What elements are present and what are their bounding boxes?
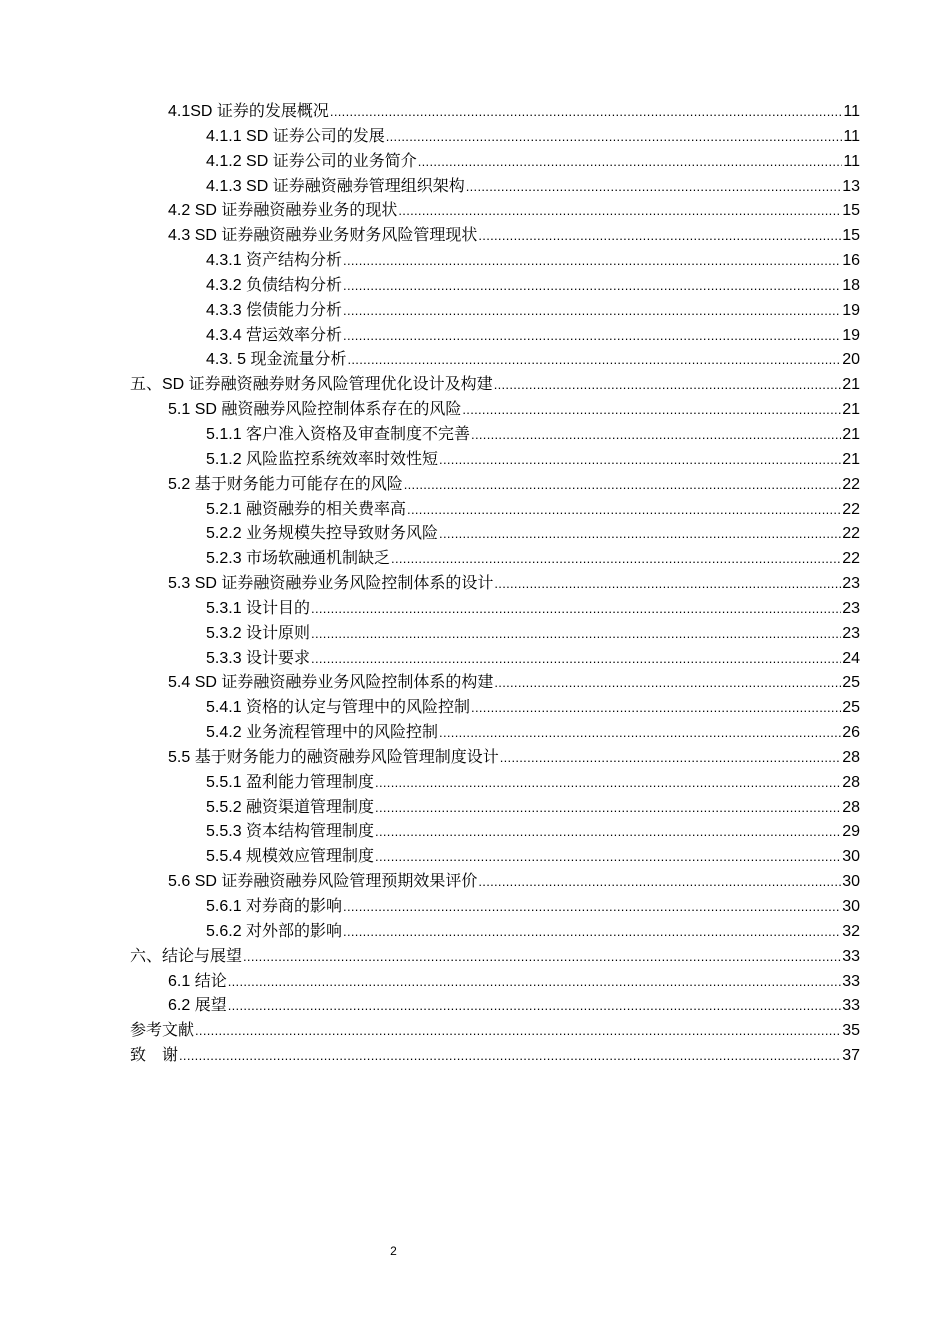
toc-entry[interactable] [130, 945, 860, 970]
toc-entry[interactable] [130, 845, 860, 870]
toc-dot-leader [375, 796, 841, 821]
toc-dot-leader [195, 1019, 841, 1044]
toc-entry-title: 六、结论与展望 [130, 947, 243, 965]
toc-entry-title: 5.1.1 客户准入资格及审查制度不完善 [206, 425, 471, 443]
toc-entry[interactable] [130, 994, 860, 1019]
toc-dot-leader [398, 199, 841, 224]
toc-entry[interactable] [130, 224, 860, 249]
toc-entry-title: 4.1SD 证券的发展概况 [168, 103, 329, 120]
toc-entry-title: 5.5.4 规模效应管理制度 [206, 848, 375, 866]
toc-dot-leader [439, 522, 841, 547]
toc-entry-title: 6.1 结论 [168, 972, 227, 990]
toc-entry-title: 5.1 SD 融资融券风险控制体系存在的风险 [168, 401, 462, 419]
toc-entry-title: 5.3 SD 证券融资融券业务风险控制体系的设计 [168, 575, 494, 593]
toc-entry-page: 28 [842, 798, 860, 816]
toc-dot-leader [439, 448, 841, 473]
toc-dot-leader [407, 498, 841, 523]
toc-entry[interactable] [130, 920, 860, 945]
toc-dot-leader [243, 945, 841, 970]
toc-entry-title: 5.2.1 融资融券的相关费率高 [206, 500, 407, 518]
toc-entry[interactable] [130, 647, 860, 672]
toc-entry[interactable] [130, 820, 860, 845]
toc-entry-title: 5.5.3 资本结构管理制度 [206, 823, 375, 841]
toc-entry[interactable] [130, 721, 860, 746]
toc-entry[interactable] [130, 423, 860, 448]
toc-entry-page: 23 [842, 575, 860, 593]
toc-entry-title: 5.6 SD 证券融资融券风险管理预期效果评价 [168, 873, 478, 891]
toc-entry-page: 21 [842, 401, 860, 419]
toc-entry-page: 11 [843, 103, 860, 120]
toc-dot-leader [375, 820, 841, 845]
toc-entry[interactable] [130, 348, 860, 373]
toc-dot-leader [404, 473, 842, 498]
toc-entry[interactable] [130, 1019, 860, 1044]
toc-entry-page: 28 [842, 748, 860, 766]
toc-entry-page: 11 [843, 152, 860, 170]
toc-entry-title: 5.2.3 市场软融通机制缺乏 [206, 550, 391, 568]
toc-entry-page: 20 [842, 351, 860, 369]
toc-entry-title: 5.4.1 资格的认定与管理中的风险控制 [206, 699, 471, 717]
toc-entry-title: 5.6.1 对券商的影响 [206, 898, 343, 915]
toc-entry-title: 4.2 SD 证券融资融券业务的现状 [168, 202, 398, 220]
toc-dot-leader [228, 994, 842, 1019]
toc-entry-title: 5.3.3 设计要求 [206, 649, 311, 667]
toc-entry-page: 23 [842, 599, 860, 617]
toc-dot-leader [311, 622, 841, 647]
toc-entry-title: 5.2.2 业务规模失控导致财务风险 [206, 525, 439, 543]
toc-entry-page: 32 [842, 922, 860, 940]
toc-dot-leader [179, 1044, 841, 1069]
toc-entry-page: 21 [842, 450, 860, 468]
toc-entry-title: 4.3.4 营运效率分析 [206, 326, 343, 344]
toc-entry-page: 21 [842, 425, 860, 443]
toc-entry-title: 5.5.2 融资渠道管理制度 [206, 798, 375, 816]
toc-entry-page: 19 [842, 326, 860, 344]
toc-dot-leader [478, 870, 841, 895]
toc-dot-leader [343, 249, 841, 274]
toc-dot-leader [228, 970, 842, 995]
toc-entry-page: 33 [842, 972, 860, 990]
toc-dot-leader [311, 597, 841, 622]
toc-entry-title: 4.3. 5 现金流量分析 [206, 351, 347, 369]
toc-entry[interactable] [130, 175, 860, 200]
toc-entry-page: 25 [842, 699, 860, 717]
toc-entry[interactable] [130, 547, 860, 572]
toc-dot-leader [418, 150, 843, 175]
toc-entry-page: 37 [842, 1047, 860, 1065]
toc-entry-page: 24 [842, 649, 860, 667]
toc-entry-title: 5.4.2 业务流程管理中的风险控制 [206, 724, 439, 742]
toc-dot-leader [500, 746, 842, 771]
toc-entry-page: 26 [842, 724, 860, 742]
toc-entry-page: 11 [843, 127, 860, 145]
toc-entry[interactable] [130, 373, 860, 398]
toc-entry[interactable] [130, 199, 860, 224]
toc-entry-page: 35 [842, 1022, 860, 1040]
toc-dot-leader [471, 423, 841, 448]
toc-entry-page: 22 [842, 525, 860, 543]
toc-entry-page: 21 [842, 376, 860, 394]
toc-entry-title: 4.1.1 SD 证券公司的发展 [206, 127, 385, 145]
toc-entry[interactable] [130, 398, 860, 423]
toc-dot-leader [494, 671, 841, 696]
toc-dot-leader [375, 845, 841, 870]
toc-entry-page: 25 [842, 674, 860, 692]
toc-dot-leader [347, 348, 841, 373]
toc-entry-title: 4.1.2 SD 证券公司的业务简介 [206, 152, 417, 170]
toc-dot-leader [330, 100, 842, 125]
toc-entry-title: 4.1.3 SD 证券融资融券管理组织架构 [206, 177, 465, 195]
toc-dot-leader [343, 920, 841, 945]
toc-entry-title: 五、SD 证券融资融券财务风险管理优化设计及构建 [130, 376, 493, 394]
toc-entry[interactable] [130, 671, 860, 696]
table-of-contents [130, 100, 860, 1069]
toc-dot-leader [375, 771, 841, 796]
toc-dot-leader [478, 224, 841, 249]
toc-entry-title: 致 谢 [130, 1047, 179, 1065]
toc-entry-page: 18 [842, 276, 860, 294]
toc-entry-page: 30 [842, 848, 860, 866]
toc-entry[interactable] [130, 249, 860, 274]
toc-entry[interactable] [130, 498, 860, 523]
toc-entry[interactable] [130, 622, 860, 647]
toc-entry-title: 5.1.2 风险监控系统效率时效性短 [206, 450, 439, 468]
toc-entry-title: 6.2 展望 [168, 997, 227, 1015]
toc-entry-title: 5.5 基于财务能力的融资融券风险管理制度设计 [168, 748, 499, 766]
toc-entry-page: 33 [842, 947, 860, 965]
toc-entry-page: 22 [842, 475, 860, 493]
toc-entry[interactable] [130, 870, 860, 895]
toc-dot-leader [343, 324, 841, 349]
toc-entry-title: 5.6.2 对外部的影响 [206, 922, 343, 940]
toc-entry-page: 19 [842, 301, 860, 319]
toc-entry-page: 15 [842, 227, 860, 245]
toc-entry[interactable] [130, 746, 860, 771]
toc-entry[interactable] [130, 1044, 860, 1069]
toc-entry-page: 15 [842, 202, 860, 220]
toc-dot-leader [343, 274, 841, 299]
toc-entry[interactable] [130, 895, 860, 920]
toc-entry[interactable] [130, 125, 860, 150]
toc-dot-leader [494, 373, 842, 398]
toc-entry-title: 4.3.3 偿债能力分析 [206, 301, 343, 319]
toc-entry[interactable] [130, 299, 860, 324]
toc-entry-title: 5.2 基于财务能力可能存在的风险 [168, 475, 403, 493]
toc-entry[interactable] [130, 473, 860, 498]
toc-entry[interactable] [130, 572, 860, 597]
toc-dot-leader [494, 572, 841, 597]
toc-entry-title: 5.4 SD 证券融资融券业务风险控制体系的构建 [168, 674, 494, 692]
page-number: 2 [390, 1244, 397, 1258]
toc-entry-page: 30 [842, 873, 860, 891]
toc-entry-title: 参考文献 [130, 1022, 195, 1040]
toc-entry[interactable] [130, 522, 860, 547]
toc-dot-leader [462, 398, 841, 423]
toc-entry-page: 29 [842, 823, 860, 841]
toc-dot-leader [471, 696, 841, 721]
toc-entry-title: 4.3.1 资产结构分析 [206, 252, 343, 270]
toc-entry-page: 28 [842, 773, 860, 791]
toc-entry-title: 4.3 SD 证券融资融券业务财务风险管理现状 [168, 227, 478, 245]
toc-entry[interactable] [130, 324, 860, 349]
toc-dot-leader [343, 299, 841, 324]
toc-entry-page: 30 [842, 898, 860, 915]
toc-entry-page: 13 [842, 177, 860, 195]
toc-entry[interactable] [130, 100, 860, 125]
toc-entry-page: 33 [842, 997, 860, 1015]
toc-dot-leader [343, 895, 841, 920]
toc-entry[interactable] [130, 150, 860, 175]
toc-entry[interactable] [130, 970, 860, 995]
toc-entry-page: 22 [842, 500, 860, 518]
toc-entry[interactable] [130, 771, 860, 796]
toc-entry[interactable] [130, 696, 860, 721]
toc-entry[interactable] [130, 796, 860, 821]
toc-entry[interactable] [130, 274, 860, 299]
toc-entry-page: 23 [842, 624, 860, 642]
toc-entry-title: 5.5.1 盈利能力管理制度 [206, 773, 375, 791]
toc-entry-title: 5.3.2 设计原则 [206, 624, 311, 642]
toc-entry-title: 4.3.2 负债结构分析 [206, 276, 343, 294]
toc-entry-page: 22 [842, 550, 860, 568]
toc-dot-leader [439, 721, 841, 746]
toc-dot-leader [391, 547, 841, 572]
toc-entry-title: 5.3.1 设计目的 [206, 599, 311, 617]
toc-entry[interactable] [130, 448, 860, 473]
toc-dot-leader [386, 125, 843, 150]
toc-entry-page: 16 [842, 252, 860, 270]
toc-entry[interactable] [130, 597, 860, 622]
toc-dot-leader [311, 647, 841, 672]
toc-dot-leader [466, 175, 841, 200]
